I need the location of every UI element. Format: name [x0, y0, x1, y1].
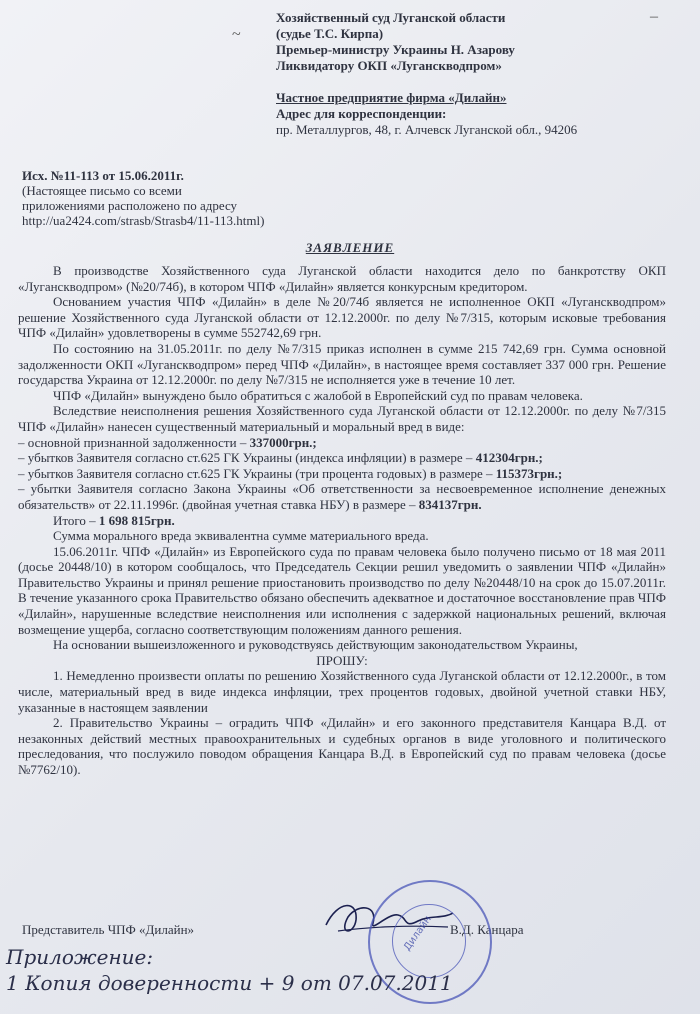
representative-label: Представитель ЧПФ «Дилайн» [22, 922, 195, 937]
request-item: 2. Правительство Украины – оградить ЧПФ «Дилайн» и его законного представителя Канцара В.Д. от незаконных действий местных правоохранительных и судебных органов в виде уголовного и политического преследования, что послужило поводом обращения Канцара В.Д. в Европейский суд по правам человека (досье №7762/10). [18, 715, 666, 777]
damage-item: – убытков Заявителя согласно ст.625 ГК Украины (индекса инфляции) в размере – 412304грн.; [18, 450, 543, 466]
reference-note: приложениями расположено по адресу [22, 198, 238, 213]
paragraph: В производстве Хозяйственного суда Луганской области находится дело по банкротству ОКП «Луганскводпром» (№20/74б), в котором ЧПФ «Дилайн» является конкурсным кредитором. [18, 263, 666, 294]
addressee-prime-minister: Премьер-министру Украины Н. Азарову [276, 42, 515, 57]
handwritten-attachment-note [6, 944, 453, 996]
damage-item: – убытки Заявителя согласно Закона Украины «Об ответственности за несвоевременное исполнение денежных обязательств» от 22.11.1996г. (двойная учетная ставка НБУ) в размере – 834137грн. [18, 481, 666, 512]
addressee-block [276, 10, 577, 138]
outgoing-number: Исх. №11-113 от 15.06.2011г. [22, 168, 184, 183]
addressee-judge: (судье Т.С. Кирпа) [276, 26, 384, 41]
reference-block [22, 168, 264, 228]
sender-name: Частное предприятие фирма «Дилайн» [276, 90, 507, 105]
handwritten-line: Приложение: [6, 945, 154, 969]
sender-address-label: Адрес для корреспонденции: [276, 106, 447, 121]
request-item: 1. Немедленно произвести оплаты по решению Хозяйственного суда Луганской области от 12.12.2000г., в том числе, материальный вред в виде индекса инфляции, трех процентов годовых, двойной учетной ставки НБУ, указанные в настоящем заявлении [18, 668, 666, 715]
paragraph: Сумма морального вреда эквивалентна сумме материального вреда. [53, 528, 429, 544]
damage-item: – основной признанной задолженности – 337000грн.; [18, 434, 317, 450]
total: Итого – 1 698 815грн. [53, 512, 175, 528]
addressee-court: Хозяйственный суд Луганской области [276, 10, 506, 25]
paragraph: По состоянию на 31.05.2011г. по делу №7/315 приказ исполнен в сумме 215 742,69 грн. Сумма основной задолженности ОКП «Луганскводпром» перед ЧПФ «Дилайн», в настоящее время составляет 337 000 грн. Решение государства Украина от 12.12.2000г. по делу №7/315 не исполняется уже в течение 10 лет. [18, 340, 666, 388]
damage-item: – убытков Заявителя согласно ст.625 ГК Украины (три процента годовых) в размере – 115373грн.; [18, 465, 563, 481]
addressee-liquidator: Ликвидатору ОКП «Луганскводпром» [276, 58, 502, 73]
representative-name: В.Д. Канцара [450, 922, 524, 937]
pen-mark: – [650, 8, 658, 25]
paragraph: ЧПФ «Дилайн» вынуждено было обратиться с жалобой в Европейский суд по правам человека. [53, 387, 583, 403]
reference-note: (Настоящее письмо со всеми [22, 183, 182, 198]
request-heading: ПРОШУ: [316, 652, 368, 668]
pen-mark: ~ [232, 26, 241, 43]
handwritten-line: 1 Копия доверенности + 9 от 07.07.2011 [6, 971, 453, 995]
paragraph: 15.06.2011г. ЧПФ «Дилайн» из Европейского суда по правам человека было получено письмо от 18 мая 2011 (досье 20448/10) в котором сообщалось, что Председатель Секции решил уведомить о заявлении ЧПФ «Дилайн» Правительство Украины и принял решение приостановить производство по делу №20448/10 на срок до 15.07.2011г. В течение указанного срока Правительство обязано обеспечить адекватное и достаточное восстановление прав ЧПФ «Дилайн», нарушенные вследствие неисполнения или исполнения с задержкой национальных решений, включая возмещение ущерба, согласно соответствующим положениям данного решения. [18, 543, 666, 637]
paragraph: Основанием участия ЧПФ «Дилайн» в деле №20/74б является не исполненное ОКП «Луганскводпром» решение Хозяйственного суда Луганской области от 12.12.2000г. по делу №7/315, которым исковые требования ЧПФ «Дилайн» удовлетворены в сумме 552742,69 грн. [18, 294, 666, 341]
document-title: ЗАЯВЛЕНИЕ [305, 240, 395, 255]
seal-text: Дилайн [401, 914, 434, 953]
paragraph: На основании вышеизложенного и руководствуясь действующим законодательством Украины, [53, 637, 578, 653]
reference-url: http://ua2424.com/strasb/Strasb4/11-113.html) [22, 213, 265, 228]
sender-address: пр. Металлургов, 48, г. Алчевск Луганской обл., 94206 [276, 122, 578, 137]
paragraph: Вследствие неисполнения решения Хозяйственного суда Луганской области от 12.12.2000г. по делу №7/315 ЧПФ «Дилайн» нанесен существенный материальный и моральный вред в виде: [18, 403, 666, 434]
document-body [18, 263, 666, 778]
